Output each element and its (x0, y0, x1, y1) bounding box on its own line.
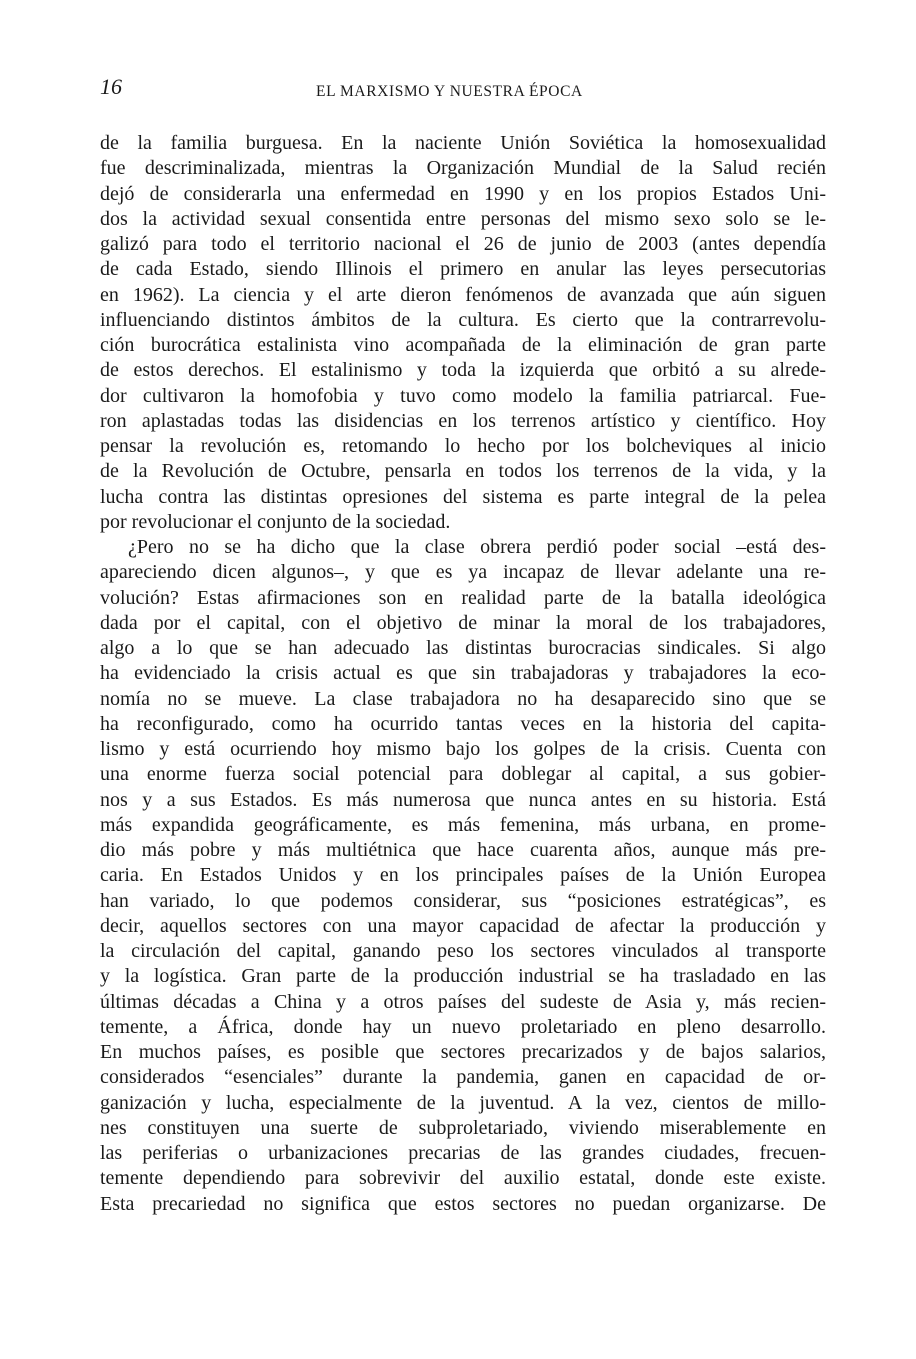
text-line: ganización y lucha, especialmente de la juventud. A la vez, cientos de millo- (100, 1091, 826, 1114)
text-line: temente, a África, donde hay un nuevo proletariado en pleno desarrollo. (100, 1015, 826, 1038)
page-header (100, 72, 816, 106)
text-line: galizó para todo el territorio nacional el 26 de junio de 2003 (antes dependía (100, 233, 826, 255)
text-line: de la familia burguesa. En la naciente Unión Soviética la homosexualidad (100, 132, 826, 154)
text-line: ha reconfigurado, como ha ocurrido tantas veces en la historia del capita- (100, 712, 826, 735)
page-number: 16 (100, 74, 122, 99)
text-line: lucha contra las distintas opresiones del sistema es parte integral de la pelea (100, 485, 826, 508)
text-line: una enorme fuerza social potencial para doblegar al capital, a sus gobier- (100, 763, 826, 786)
text-line: nos y a sus Estados. Es más numerosa que nunca antes en su historia. Está (100, 788, 826, 811)
text-line: y la logística. Gran parte de la producción industrial se ha trasladado en las (100, 965, 826, 988)
text-line: dor cultivaron la homofobia y tuvo como modelo la familia patriarcal. Fue- (100, 384, 826, 407)
text-line: temente dependiendo para sobrevivir del auxilio estatal, donde este existe. (100, 1167, 826, 1190)
text-line: ¿Pero no se ha dicho que la clase obrera perdió poder social –está des- (128, 536, 826, 558)
text-line: ha evidenciado la crisis actual es que sin trabajadoras y trabajadores la eco- (100, 662, 826, 685)
text-line: influenciando distintos ámbitos de la cultura. Es cierto que la contrarrevolu- (100, 308, 826, 331)
text-line: dada por el capital, con el objetivo de minar la moral de los trabajadores, (100, 611, 826, 634)
text-line: la circulación del capital, ganando peso los sectores vinculados al transporte (100, 940, 826, 962)
text-line: fue descriminalizada, mientras la Organización Mundial de la Salud recién (100, 157, 826, 180)
text-line: de estos derechos. El estalinismo y toda la izquierda que orbitó a su alrede- (100, 359, 826, 382)
text-line: más expandida geográficamente, es más femenina, más urbana, en prome- (100, 813, 826, 836)
text-line: de cada Estado, siendo Illinois el primero en anular las leyes persecutorias (100, 258, 826, 281)
paragraph (100, 131, 826, 535)
text-line: En muchos países, es posible que sectores precarizados y de bajos salarios, (100, 1041, 826, 1063)
text-line: han variado, lo que podemos considerar, sus “posiciones estratégicas”, es (100, 889, 826, 912)
text-line: apareciendo dicen algunos–, y que es ya incapaz de llevar adelante una re- (100, 561, 826, 584)
text-line: dejó de considerarla una enfermedad en 1990 y en los propios Estados Uni- (100, 182, 826, 205)
text-line: considerados “esenciales” durante la pandemia, ganen en capacidad de or- (100, 1066, 826, 1089)
text-line: últimas décadas a China y a otros países del sudeste de Asia y, más recien- (100, 990, 826, 1013)
text-line: pensar la revolución es, retomando lo hecho por los bolcheviques al inicio (100, 435, 826, 457)
text-line: ción burocrática estalinista vino acompañada de la eliminación de gran parte (100, 334, 826, 356)
text-line: Esta precariedad no significa que estos sectores no puedan organizarse. De (100, 1192, 826, 1215)
text-line: en 1962). La ciencia y el arte dieron fenómenos de avanzada que aún siguen (100, 283, 826, 306)
text-line: nes constituyen una suerte de subproletariado, viviendo miserablemente en (100, 1116, 826, 1139)
text-line: caria. En Estados Unidos y en los principales países de la Unión Europea (100, 864, 826, 887)
running-head: EL MARXISMO Y NUESTRA ÉPOCA (316, 83, 583, 100)
text-line: algo a lo que se han adecuado las distintas burocracias sindicales. Si algo (100, 637, 826, 659)
text-line: nomía no se mueve. La clase trabajadora no ha desaparecido sino que se (100, 687, 826, 710)
text-line: dos la actividad sexual consentida entre personas del mismo sexo solo se le- (100, 207, 826, 230)
body-text (100, 131, 826, 1217)
text-line: lismo y está ocurriendo hoy mismo bajo los golpes de la crisis. Cuenta con (100, 738, 826, 760)
text-line: las periferias o urbanizaciones precarias de las grandes ciudades, frecuen- (100, 1142, 826, 1164)
text-line: dio más pobre y más multiétnica que hace cuarenta años, aunque más pre- (100, 839, 826, 861)
text-line: volución? Estas afirmaciones son en realidad parte de la batalla ideológica (100, 586, 826, 609)
text-line: de la Revolución de Octubre, pensarla en todos los terrenos de la vida, y la (100, 460, 826, 483)
text-line: por revolucionar el conjunto de la sociedad. (100, 510, 451, 533)
text-line: ron aplastadas todas las disidencias en los terrenos artístico y científico. Hoy (100, 409, 826, 432)
text-line: decir, aquellos sectores con una mayor capacidad de afectar la producción y (100, 914, 826, 937)
paragraph (100, 535, 826, 1217)
